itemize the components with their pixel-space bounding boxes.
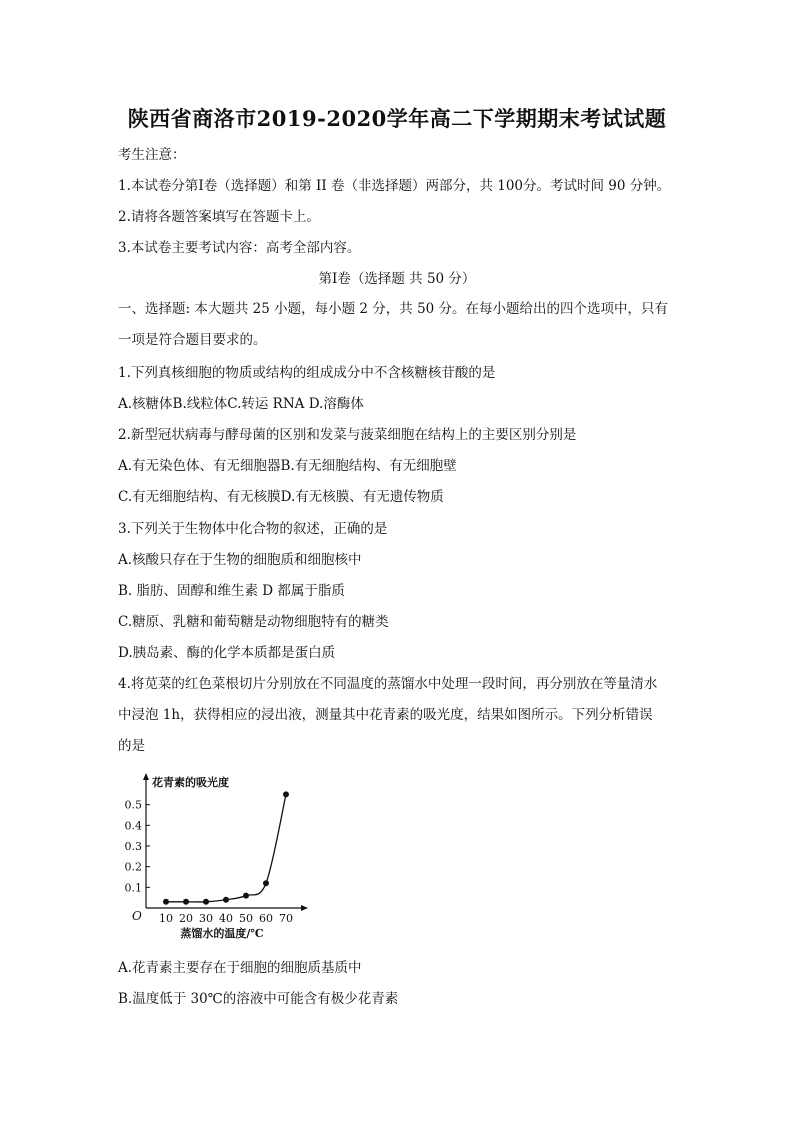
question-3-option-b: B. 脂肪、固醇和维生素 D 都属于脂质: [118, 583, 345, 599]
absorbance-chart: [112, 770, 312, 940]
x-tick-label: 30: [199, 912, 213, 925]
question-4-stem-line-2: 中浸泡 1h，获得相应的浸出液，测量其中花青素的吸光度，结果如图所示。下列分析错误: [118, 707, 653, 723]
y-axis-label: 花青素的吸光度: [152, 776, 229, 789]
x-tick-label: 40: [219, 912, 233, 925]
series-line: [166, 794, 286, 902]
origin-label: O: [132, 909, 142, 923]
question-4-option-a: A.花青素主要存在于细胞的细胞质基质中: [118, 960, 362, 976]
data-point-40: [223, 897, 229, 903]
question-4-option-b: B.温度低于 30℃的溶液中可能含有极少花青素: [118, 991, 399, 1007]
y-tick-label: 0.1: [124, 881, 142, 895]
question-3-stem: 3.下列关于生物体中化合物的叙述，正确的是: [118, 521, 388, 537]
data-point-70: [283, 791, 289, 797]
instructions-line-2: 一项是符合题目要求的。: [118, 332, 267, 348]
question-1-stem: 1.下列真核细胞的物质或结构的组成成分中不含核糖核苷酸的是: [118, 365, 496, 381]
question-4-stem-line-1: 4.将苋菜的红色菜根切片分别放在不同温度的蒸馏水中处理一段时间，再分别放在等量清水: [118, 676, 658, 692]
data-point-20: [183, 899, 189, 905]
y-tick-label: 0.5: [124, 798, 142, 812]
section-title: 第Ⅰ卷（选择题 共 50 分）: [318, 271, 476, 287]
x-tick-label: 50: [239, 912, 253, 925]
notice-header: 考生注意：: [118, 147, 186, 163]
x-tick-label: 70: [279, 912, 293, 925]
notice-2: 2.请将各题答案填写在答题卡上。: [118, 209, 320, 225]
y-tick-label: 0.3: [124, 840, 142, 853]
x-tick-label: 10: [159, 912, 173, 925]
x-axis-label: 蒸馏水的温度/℃: [180, 927, 264, 940]
data-point-60: [263, 880, 269, 886]
notice-3: 3.本试卷主要考试内容：高考全部内容。: [118, 240, 361, 256]
page-title: 陕西省商洛市2019-2020学年高二下学期期末考试试题: [127, 106, 667, 131]
question-2-options-2: C.有无细胞结构、有无核膜D.有无核膜、有无遗传物质: [118, 489, 444, 505]
question-3-option-c: C.糖原、乳糖和葡萄糖是动物细胞特有的糖类: [118, 614, 389, 630]
y-axis-arrow: [143, 773, 149, 780]
data-point-50: [243, 893, 249, 899]
question-4-stem-line-3: 的是: [118, 738, 145, 754]
question-3-option-d: D.胰岛素、酶的化学本质都是蛋白质: [118, 645, 336, 661]
instructions-line-1: 一、选择题: 本大题共 25 小题，每小题 2 分，共 50 分。在每小题给出的四个选项中，只有: [118, 301, 669, 317]
data-point-30: [203, 899, 209, 905]
x-tick-label: 20: [179, 912, 193, 925]
x-axis-arrow: [301, 905, 308, 911]
y-tick-label: 0.2: [124, 860, 142, 874]
question-2-options-1: A.有无染色体、有无细胞器B.有无细胞结构、有无细胞壁: [118, 458, 457, 474]
question-1-options: A.核糖体B.线粒体C.转运 RNA D.溶酶体: [118, 396, 364, 412]
x-tick-label: 60: [259, 912, 273, 925]
notice-1: 1.本试卷分第Ⅰ卷（选择题）和第 II 卷（非选择题）两部分，共 100分。考试时间 90 分钟。: [118, 178, 671, 194]
y-tick-label: 0.4: [124, 819, 142, 833]
data-point-10: [163, 899, 169, 905]
question-3-option-a: A.核酸只存在于生物的细胞质和细胞核中: [118, 552, 362, 568]
question-2-stem: 2.新型冠状病毒与酵母菌的区别和发菜与菠菜细胞在结构上的主要区别分别是: [118, 427, 577, 443]
